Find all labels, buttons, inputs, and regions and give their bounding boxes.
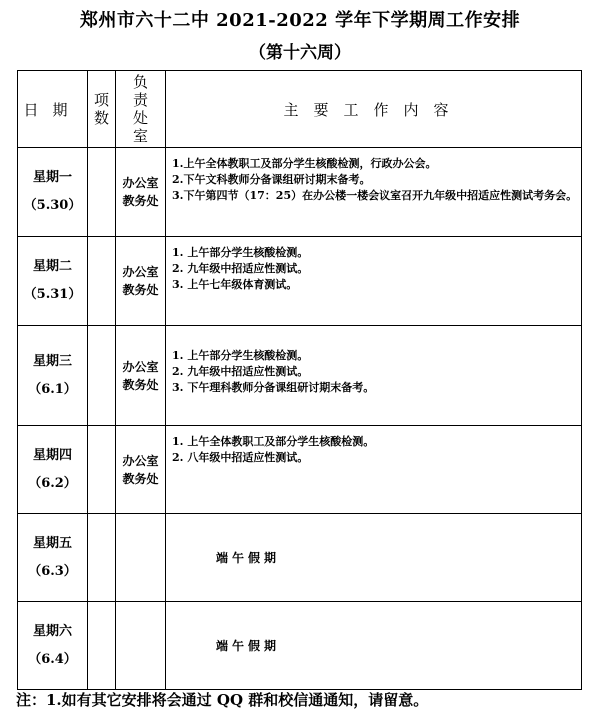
header-dept-line3: 处 [132, 109, 148, 127]
day-cell [18, 426, 88, 514]
header-row [18, 71, 582, 148]
content-item: 3.下午第四节（17：25）在办公楼一楼会议室召开九年级中招适应性测试考务会。 [172, 189, 578, 202]
department-cell [116, 326, 166, 426]
day-cell [18, 602, 88, 690]
content-item: 2. 九年级中招适应性测试。 [172, 262, 309, 275]
header-date: 日期 [18, 71, 88, 148]
department-1: 办公室 [122, 453, 159, 468]
table-row [18, 426, 582, 514]
day-cell [18, 326, 88, 426]
header-dept-line1: 负 [132, 73, 148, 91]
department-cell [116, 426, 166, 514]
content-item: 2. 八年级中招适应性测试。 [172, 451, 309, 464]
day-date: （6.4） [28, 651, 77, 667]
content-item: 1.上午全体教职工及部分学生核酸检测，行政办公会。 [172, 157, 437, 170]
content-cell [166, 148, 582, 237]
content-cell [166, 237, 582, 326]
schedule-table [17, 70, 582, 690]
content-item: 1. 上午全体教职工及部分学生核酸检测。 [172, 435, 375, 448]
item-count-cell [88, 326, 116, 426]
day-name: 星期一 [32, 170, 72, 185]
content-item: 3. 上午七年级体育测试。 [172, 278, 298, 291]
day-name: 星期五 [32, 535, 72, 551]
department-2: 教务处 [122, 377, 159, 392]
content-cell [166, 426, 582, 514]
department-cell [116, 602, 166, 690]
department-1: 办公室 [122, 359, 159, 374]
table-row [18, 148, 582, 237]
content-item: 1. 上午部分学生核酸检测。 [172, 246, 309, 259]
day-cell [18, 237, 88, 326]
day-name: 星期三 [32, 353, 72, 369]
item-count-cell [88, 514, 116, 602]
content-item: 3. 下午理科教师分备课组研讨期末备考。 [172, 381, 375, 394]
content-cell [166, 326, 582, 426]
holiday-cell: 端午假期 [166, 514, 582, 602]
content-item: 1. 上午部分学生核酸检测。 [172, 349, 309, 362]
department-cell [116, 148, 166, 237]
day-date: （6.3） [28, 563, 77, 579]
day-date: （6.2） [28, 475, 77, 491]
department-2: 教务处 [122, 194, 159, 208]
header-dept-line4: 室 [132, 127, 148, 145]
table-row [18, 326, 582, 426]
department-cell [116, 514, 166, 602]
department-cell [116, 237, 166, 326]
header-department [116, 71, 166, 148]
header-item-line1: 项 [93, 91, 109, 109]
holiday-cell: 端午假期 [166, 602, 582, 690]
department-2: 教务处 [122, 283, 159, 297]
department-2: 教务处 [122, 471, 159, 486]
item-count-cell [88, 602, 116, 690]
content-item: 2. 九年级中招适应性测试。 [172, 365, 309, 378]
day-cell [18, 148, 88, 237]
item-count-cell [88, 148, 116, 237]
document-subtitle: （第十六周） [249, 43, 351, 63]
item-count-cell [88, 426, 116, 514]
day-name: 星期六 [32, 623, 72, 639]
table-row [18, 514, 582, 602]
day-date: （5.31） [23, 287, 82, 302]
department-1: 办公室 [122, 265, 159, 279]
day-date: （5.30） [23, 198, 82, 213]
header-main-content: 主要工作内容 [166, 71, 582, 148]
footnote: 注：1.如有其它安排将会通过 QQ 群和校信通通知，请留意。 [16, 691, 429, 709]
item-count-cell [88, 237, 116, 326]
header-item-count [88, 71, 116, 148]
day-cell [18, 514, 88, 602]
table-row [18, 237, 582, 326]
content-item: 2.下午文科教师分备课组研讨期末备考。 [172, 173, 371, 186]
document-title: 郑州市六十二中 2021-2022 学年下学期周工作安排 [79, 10, 521, 31]
header-dept-line2: 责 [132, 91, 148, 109]
table-row [18, 602, 582, 690]
header-item-line2: 数 [93, 109, 109, 127]
day-name: 星期四 [32, 447, 72, 463]
day-name: 星期二 [32, 259, 72, 274]
day-date: （6.1） [28, 381, 77, 397]
department-1: 办公室 [122, 176, 159, 190]
